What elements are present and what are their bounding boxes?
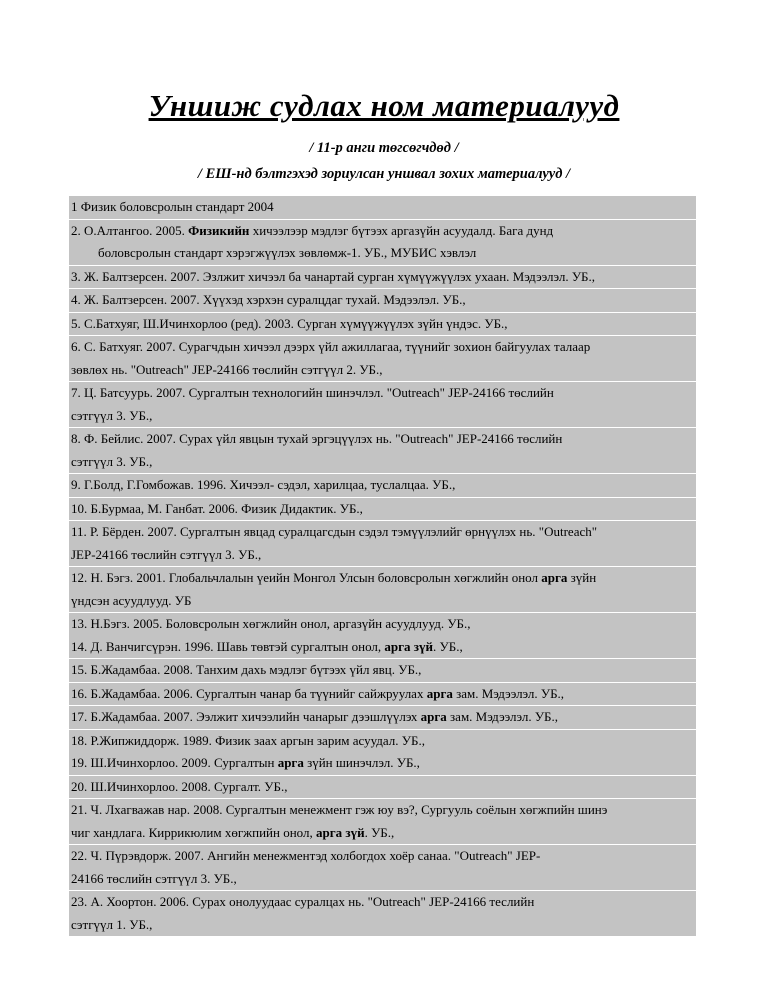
reference-item [69, 498, 696, 522]
reference-line [71, 242, 694, 265]
reference-line [71, 730, 694, 753]
reference-line [71, 474, 694, 497]
reference-text: 15. Б.Жадамбаа. 2008. Танхим дахь мэдлэг бүтээх үйл явц. УБ., [71, 662, 422, 677]
reference-line [71, 451, 694, 474]
reference-item [69, 659, 696, 683]
bold-term: арга [420, 709, 447, 724]
reference-line [71, 845, 694, 868]
reference-line [71, 382, 694, 405]
reference-text: 23. А. Хоортон. 2006. Сурах онолуудаас суралцах нь. "Outreach" JEP-24166 теслийн [71, 894, 535, 909]
reference-line [71, 336, 694, 359]
bold-term: Физикийн [188, 222, 250, 238]
bold-term: арга [277, 755, 304, 770]
reference-text: 11. Р. Бёрден. 2007. Сургалтын явцад суралцагсдын сэдэл тэмүүлэлийг өрнүүлэх нь. "Outreach" [71, 524, 598, 539]
reference-text: 9. Г.Болд, Г.Гомбожав. 1996. Хичээл- сэдэл, харилцаа, туслалцаа. УБ., [71, 477, 456, 492]
reference-line [71, 590, 694, 613]
reference-text: сэтгүүл 3. УБ., [71, 453, 153, 469]
reference-item [69, 776, 696, 800]
reference-text: 24166 төслийн сэтгүүл 3. УБ., [71, 870, 237, 886]
reference-line [71, 799, 694, 822]
bold-term: арга зүй [384, 638, 434, 654]
reference-text: 17. Б.Жадамбаа. 2007. Ээлжит хичээлийн чанарыг дээшлүүлэх [71, 709, 421, 724]
reference-item [69, 683, 696, 707]
page-title: Уншиж судлах ном материалууд [148, 88, 620, 123]
bold-term: арга [426, 685, 453, 701]
reference-line [71, 266, 694, 289]
reference-item [69, 567, 696, 613]
page-title-wrap [0, 88, 768, 124]
reference-text: 7. Ц. Батсуурь. 2007. Сургалтын технологийн шинэчлэл. "Outreach" JEP-24166 төслийн [71, 385, 554, 400]
reference-text: JEP-24166 төслийн сэтгүүл 3. УБ., [71, 546, 262, 562]
reference-line [71, 498, 694, 521]
reference-text: 22. Ч. Пүрэвдорж. 2007. Ангийн менежментэд холбогдох хоёр санаа. "Outreach" JEP- [71, 848, 541, 863]
reference-text: 16. Б.Жадамбаа. 2006. Сургалтын чанар ба түүнийг сайжруулах [71, 685, 427, 701]
reference-line [71, 613, 694, 636]
reference-text: . УБ., [364, 824, 395, 840]
reference-line [71, 567, 694, 590]
reference-line [71, 868, 694, 891]
reference-line [71, 428, 694, 451]
reference-item [69, 289, 696, 313]
subtitle-purpose: / ЕШ-нд бэлтгэхэд зориулсан уншвал зохих материалууд / [197, 166, 571, 182]
reference-item [69, 845, 696, 891]
reference-line [71, 659, 694, 682]
reference-line [71, 776, 694, 799]
bold-term: арга зүй [315, 824, 365, 840]
reference-line [71, 891, 694, 914]
reference-line [71, 636, 694, 659]
reference-text: 10. Б.Бурмаа, М. Ганбат. 2006. Физик Дидактик. УБ., [71, 500, 363, 516]
reference-list [69, 196, 696, 937]
reference-text: 19. Ш.Ичинхорлоо. 2009. Сургалтын [71, 755, 278, 770]
reference-item [69, 266, 696, 290]
reference-text: зам. Мэдээлэл. УБ., [452, 685, 565, 701]
reference-line [71, 405, 694, 428]
reference-text: 2. О.Алтангоо. 2005. [71, 222, 189, 238]
reference-text: хичээлээр мэдлэг бүтээх аргазүйн асуудалд. Бага дунд [249, 222, 554, 238]
reference-text: 8. Ф. Бейлис. 2007. Сурах үйл явцын тухай эргэцүүлэх нь. "Outreach" JEP-24166 төслийн [71, 431, 563, 446]
reference-item [69, 521, 696, 567]
reference-item [69, 891, 696, 937]
reference-text: 1 Физик боловсролын стандарт 2004 [71, 199, 274, 214]
reference-item [69, 730, 696, 776]
reference-item [69, 613, 696, 659]
reference-line [71, 706, 694, 729]
reference-text: сэтгүүл 3. УБ., [71, 407, 153, 423]
bold-term: арга [541, 570, 568, 585]
reference-text: зөвлөх нь. "Outreach" JEP-24166 төслийн сэтгүүл 2. УБ., [71, 361, 383, 377]
reference-text: боловсролын стандарт хэрэгжүүлэх зөвлөмж-1. УБ., МУБИС хэвлэл [98, 245, 477, 260]
reference-text: 18. Р.Жипжиддорж. 1989. Физик заах аргын зарим асуудал. УБ., [71, 732, 425, 748]
reference-line [71, 752, 694, 775]
reference-text: . УБ., [433, 638, 463, 654]
reference-text: 21. Ч. Лхагважав нар. 2008. Сургалтын менежмент гэж юу вэ?, Сургууль соёлын хөгжпийн шинэ [71, 802, 608, 817]
subtitle-grade: / 11-р анги төгсөгчдөд / [309, 140, 459, 156]
reference-item [69, 474, 696, 498]
reference-item [69, 799, 696, 845]
reference-text: 14. Д. Ванчигсүрэн. 1996. Шавь төвтэй сургалтын онол, [71, 638, 385, 654]
reference-item [69, 313, 696, 337]
reference-text: зүйн шинэчлэл. УБ., [303, 755, 420, 770]
reference-item [69, 382, 696, 428]
reference-line [71, 313, 694, 336]
reference-text: 12. Н. Бэгз. 2001. Глобальчлалын үеийн Монгол Улсын боловсролын хөгжлийн онол [71, 570, 542, 585]
reference-text: зам. Мэдээлэл. УБ., [446, 709, 558, 724]
reference-item [69, 220, 696, 266]
reference-line [71, 521, 694, 544]
reference-item [69, 428, 696, 474]
reference-item [69, 336, 696, 382]
reference-text: 13. Н.Бэгз. 2005. Боловсролын хөгжлийн онол, аргазүйн асуудлууд. УБ., [71, 616, 471, 631]
reference-line [71, 359, 694, 382]
reference-text: 20. Ш.Ичинхорлоо. 2008. Сургалт. УБ., [71, 778, 288, 794]
reference-text: чиг хандлага. Киррикюлим хөгжпийн онол, [71, 824, 316, 840]
reference-text: 3. Ж. Балтзерсен. 2007. Эзлжит хичээл ба чанартай сурган хүмүүжүүлэх ухаан. Мэдээлэл. УБ., [71, 268, 595, 284]
reference-text: 5. С.Батхуяг, Ш.Ичинхорлоо (ред). 2003. Сурган хүмүүжүүлэх зүйн үндэс. УБ., [71, 315, 508, 331]
reference-text: 4. Ж. Балтзерсен. 2007. Хүүхэд хэрхэн суралцдаг тухай. Мэдээлэл. УБ., [71, 292, 466, 307]
reference-text: үндсэн асуудлууд. УБ [71, 592, 192, 608]
reference-line [71, 220, 694, 243]
reference-text: 6. С. Батхуяг. 2007. Сурагчдын хичээл дээрх үйл ажиллагаа, түүнийг зохион байгуулах талаар [71, 339, 591, 354]
reference-line [71, 822, 694, 845]
reference-line [71, 683, 694, 706]
reference-line [71, 914, 694, 937]
reference-item [69, 706, 696, 730]
reference-line [71, 196, 694, 219]
reference-text: зүйн [567, 570, 597, 585]
reference-item [69, 196, 696, 220]
reference-line [71, 544, 694, 567]
reference-text: сэтгүүл 1. УБ., [71, 916, 153, 932]
reference-line [71, 289, 694, 312]
